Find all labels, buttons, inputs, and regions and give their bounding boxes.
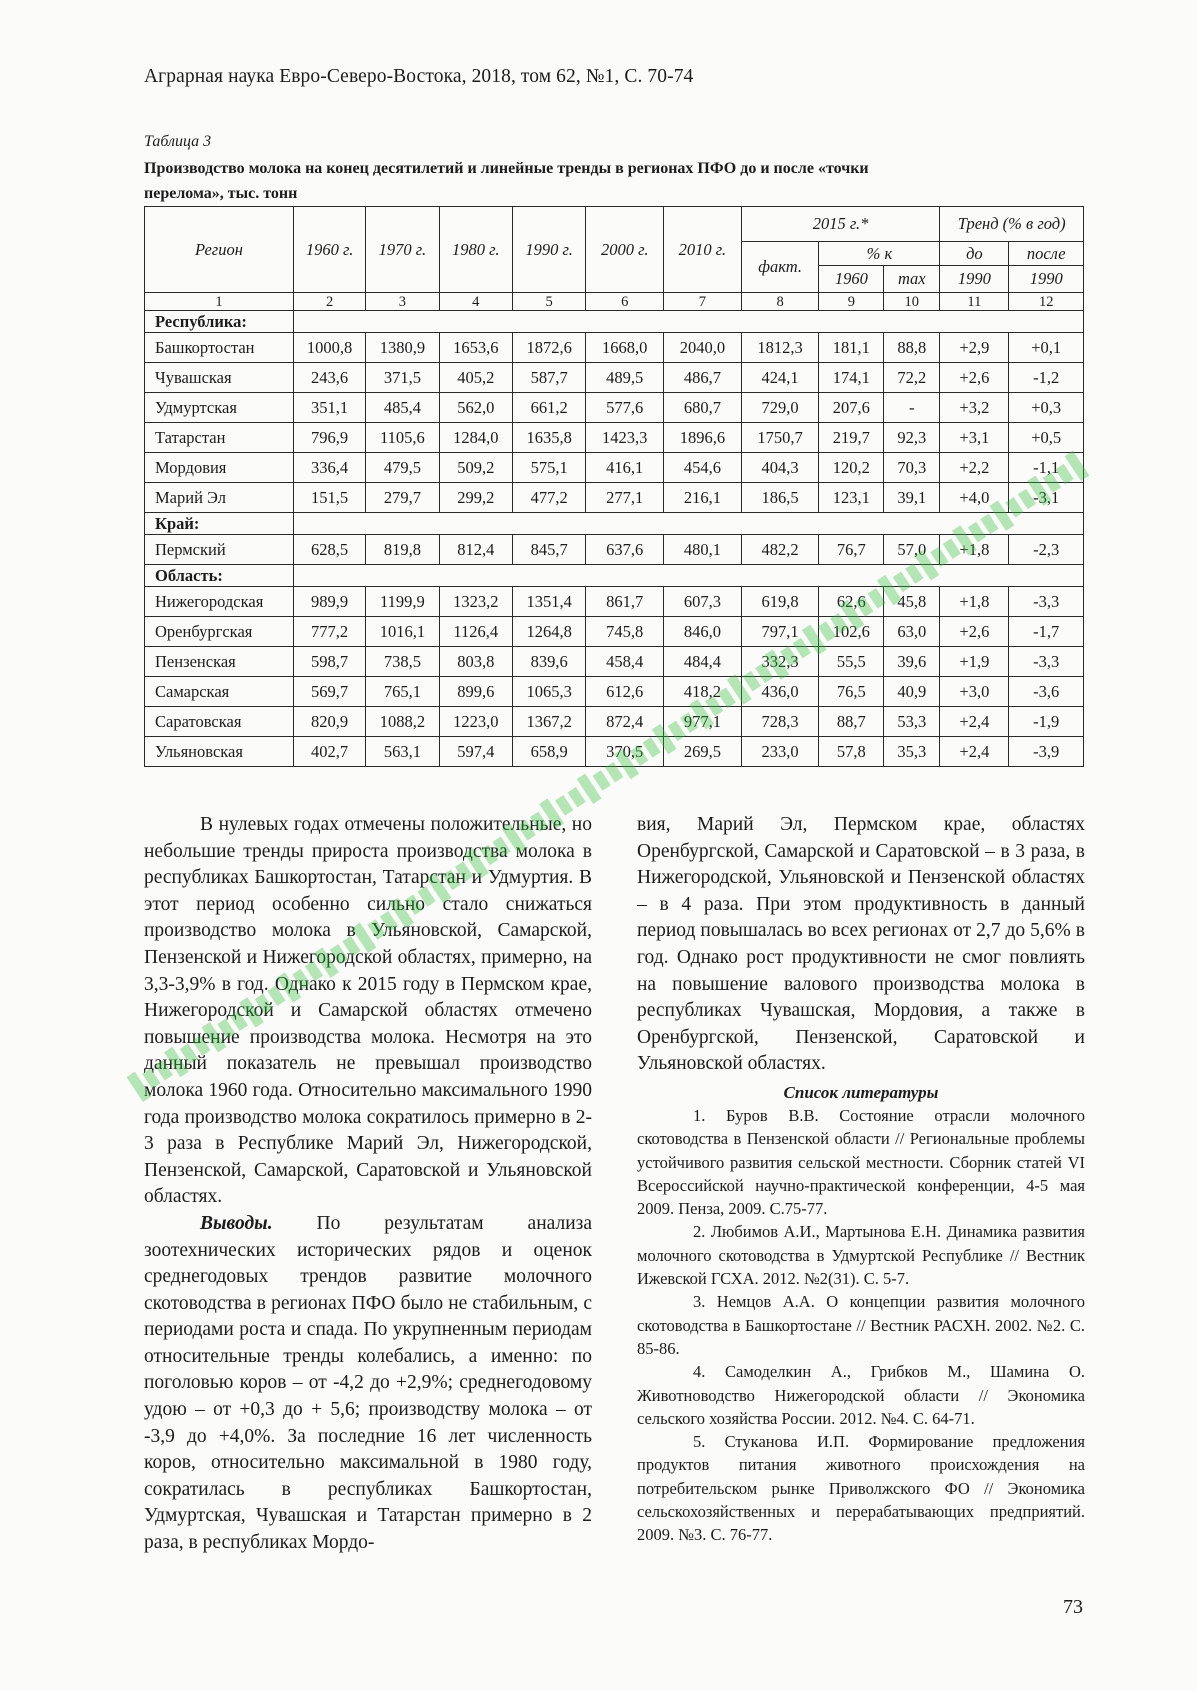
table-cell: 563,1 bbox=[366, 737, 439, 767]
reference-item: 3. Немцов А.А. О концепции развития молочного скотоводства в Башкортостане // Вестник РАСХН. 2002. №2. С. 85-86. bbox=[637, 1292, 1085, 1358]
table-cell: 1105,6 bbox=[366, 423, 439, 453]
region-name: Нижегородская bbox=[145, 587, 294, 617]
column-number: 5 bbox=[512, 293, 585, 311]
table-cell: 637,6 bbox=[586, 535, 664, 565]
table-cell: 1199,9 bbox=[366, 587, 439, 617]
table-cell: 729,0 bbox=[741, 393, 819, 423]
table-cell: +1,8 bbox=[940, 535, 1009, 565]
table-cell: 1223,0 bbox=[439, 707, 512, 737]
left-column bbox=[144, 812, 592, 1557]
table-cell: 1126,4 bbox=[439, 617, 512, 647]
table-cell: +0,3 bbox=[1009, 393, 1084, 423]
table-cell: 35,3 bbox=[884, 737, 940, 767]
reference-item: 4. Самоделкин А., Грибков М., Шамина О. Животноводство Нижегородской области // Экономика сельского хозяйства России. 2012. №4. С. 64-71. bbox=[637, 1362, 1085, 1428]
column-number: 12 bbox=[1009, 293, 1084, 311]
table-row bbox=[145, 483, 1084, 513]
table-cell: 123,1 bbox=[819, 483, 884, 513]
table-title: Производство молока на конец десятилетий и линейные тренды в регионах ПФО до и после «точки перелома», тыс. тонн bbox=[144, 160, 869, 202]
header-pct-1960: 1960 bbox=[819, 266, 884, 293]
running-head: Аграрная наука Евро-Северо-Востока, 2018, том 62, №1, С. 70-74 bbox=[144, 66, 694, 87]
table-cell: 57,0 bbox=[884, 535, 940, 565]
table-cell: 53,3 bbox=[884, 707, 940, 737]
table-cell: 233,0 bbox=[741, 737, 819, 767]
header-2010: 2010 г. bbox=[664, 207, 742, 293]
table-cell: 39,6 bbox=[884, 647, 940, 677]
table-cell: 269,5 bbox=[664, 737, 742, 767]
column-number-row bbox=[145, 293, 1084, 311]
reference-item: 1. Буров В.В. Состояние отрасли молочного скотоводства в Пензенской области // Региональные проблемы устойчивого развития сельской местности. Сборник статей VI Всероссийской научно-практической конференции, 4-5 мая 2009. Пенза, 2009. С.75-77. bbox=[637, 1105, 1085, 1219]
table-cell: 1264,8 bbox=[512, 617, 585, 647]
table-cell: +2,6 bbox=[940, 363, 1009, 393]
table-cell: 1812,3 bbox=[741, 333, 819, 363]
table-cell: +1,8 bbox=[940, 587, 1009, 617]
table-cell: 575,1 bbox=[512, 453, 585, 483]
table-cell: 612,6 bbox=[586, 677, 664, 707]
column-number: 4 bbox=[439, 293, 512, 311]
table-row bbox=[145, 707, 1084, 737]
table-cell: 1065,3 bbox=[512, 677, 585, 707]
table-cell: 745,8 bbox=[586, 617, 664, 647]
region-name: Башкортостан bbox=[145, 333, 294, 363]
table-cell: 102,6 bbox=[819, 617, 884, 647]
region-name: Ульяновская bbox=[145, 737, 294, 767]
table-cell: 486,7 bbox=[664, 363, 742, 393]
column-number: 1 bbox=[145, 293, 294, 311]
table-cell: 598,7 bbox=[293, 647, 365, 677]
table-cell: 424,1 bbox=[741, 363, 819, 393]
table-cell: 1380,9 bbox=[366, 333, 439, 363]
table-cell: 1635,8 bbox=[512, 423, 585, 453]
table-cell: 76,5 bbox=[819, 677, 884, 707]
table-cell: 63,0 bbox=[884, 617, 940, 647]
table-cell: 1284,0 bbox=[439, 423, 512, 453]
column-number: 2 bbox=[293, 293, 365, 311]
milk-production-table bbox=[144, 206, 1084, 767]
watermark-tick bbox=[568, 787, 586, 808]
table-cell: 619,8 bbox=[741, 587, 819, 617]
table-cell: 351,1 bbox=[293, 393, 365, 423]
region-name: Саратовская bbox=[145, 707, 294, 737]
table-cell: -3,6 bbox=[1009, 677, 1084, 707]
table-cell: 1750,7 bbox=[741, 423, 819, 453]
table-cell: 569,7 bbox=[293, 677, 365, 707]
table-cell: 436,0 bbox=[741, 677, 819, 707]
table-cell: 1367,2 bbox=[512, 707, 585, 737]
table-cell: 577,6 bbox=[586, 393, 664, 423]
table-cell: 989,9 bbox=[293, 587, 365, 617]
table-body bbox=[145, 293, 1084, 767]
column-number: 8 bbox=[741, 293, 819, 311]
table-cell: 872,4 bbox=[586, 707, 664, 737]
table-cell: +2,9 bbox=[940, 333, 1009, 363]
reference-item: 2. Любимов А.И., Мартынова Е.Н. Динамика развития молочного скотоводства в Удмуртской Республике // Вестник Ижевской ГСХА. 2012. №2(31). С. 5-7. bbox=[637, 1222, 1085, 1289]
group-row bbox=[145, 513, 1084, 535]
table-cell: 658,9 bbox=[512, 737, 585, 767]
column-number: 10 bbox=[884, 293, 940, 311]
table-cell: 57,8 bbox=[819, 737, 884, 767]
header-pct-max: max bbox=[884, 266, 940, 293]
group-label: Область: bbox=[145, 565, 294, 587]
table-label: Таблица 3 bbox=[144, 133, 212, 150]
table-cell: +1,9 bbox=[940, 647, 1009, 677]
table-cell: 846,0 bbox=[664, 617, 742, 647]
table-cell: -1,7 bbox=[1009, 617, 1084, 647]
table-cell: 151,5 bbox=[293, 483, 365, 513]
table-cell: 485,4 bbox=[366, 393, 439, 423]
conclusions-paragraph bbox=[144, 1211, 592, 1557]
table-cell: 820,9 bbox=[293, 707, 365, 737]
table-cell: 332,3 bbox=[741, 647, 819, 677]
column-number: 7 bbox=[664, 293, 742, 311]
table-row bbox=[145, 737, 1084, 767]
table-row bbox=[145, 363, 1084, 393]
table-cell: - bbox=[884, 393, 940, 423]
table-cell: +2,2 bbox=[940, 453, 1009, 483]
table-cell: 812,4 bbox=[439, 535, 512, 565]
header-1970: 1970 г. bbox=[366, 207, 439, 293]
table-cell: 70,3 bbox=[884, 453, 940, 483]
header-1990: 1990 г. bbox=[512, 207, 585, 293]
table-cell: 207,6 bbox=[819, 393, 884, 423]
table-cell: 186,5 bbox=[741, 483, 819, 513]
header-pct: % к bbox=[819, 242, 940, 266]
region-name: Марий Эл bbox=[145, 483, 294, 513]
group-spacer bbox=[293, 513, 1083, 535]
table-cell: 509,2 bbox=[439, 453, 512, 483]
region-name: Мордовия bbox=[145, 453, 294, 483]
table-cell: 1016,1 bbox=[366, 617, 439, 647]
table-cell: +3,1 bbox=[940, 423, 1009, 453]
table-cell: +2,4 bbox=[940, 707, 1009, 737]
region-name: Удмуртская bbox=[145, 393, 294, 423]
table-cell: 62,6 bbox=[819, 587, 884, 617]
group-spacer bbox=[293, 311, 1083, 333]
table-cell: 219,7 bbox=[819, 423, 884, 453]
table-cell: 120,2 bbox=[819, 453, 884, 483]
header-after-1990: 1990 bbox=[1009, 266, 1084, 293]
references-list bbox=[637, 1104, 1085, 1547]
table-cell: 88,8 bbox=[884, 333, 940, 363]
table-cell: 1423,3 bbox=[586, 423, 664, 453]
table-cell: 661,2 bbox=[512, 393, 585, 423]
table-cell: 39,1 bbox=[884, 483, 940, 513]
table-cell: 299,2 bbox=[439, 483, 512, 513]
table-cell: 243,6 bbox=[293, 363, 365, 393]
body-paragraph: В нулевых годах отмечены положительные, но небольшие тренды прироста производства молока в республиках Башкортостан, Татарстан и Удмуртия. В этот период особенно сильно стало снижаться производство молока в Ульяновской, Самарской, Пензенской и Нижегородской областях, примерно, на 3,3-3,9% в год. Однако к 2015 году в Пермском крае, Нижегородской и Самарской областях отмечено повышение производства молока. Несмотря на это данный показатель не превышал производство молока 1960 года. Относительно максимального 1990 года производство молока сократилось примерно в 2-3 раза в Республике Марий Эл, Нижегородской, Пензенской, Самарской, Саратовской и Ульяновской областях. bbox=[144, 814, 592, 1208]
table-cell: 738,5 bbox=[366, 647, 439, 677]
conclusions-lead: Выводы. bbox=[200, 1212, 273, 1234]
table-cell: 458,4 bbox=[586, 647, 664, 677]
table-cell: 279,7 bbox=[366, 483, 439, 513]
group-label: Край: bbox=[145, 513, 294, 535]
region-name: Татарстан bbox=[145, 423, 294, 453]
table-cell: 40,9 bbox=[884, 677, 940, 707]
table-cell: +3,2 bbox=[940, 393, 1009, 423]
table-cell: 402,7 bbox=[293, 737, 365, 767]
header-trend: Тренд (% в год) bbox=[940, 207, 1084, 242]
table-cell: 977,1 bbox=[664, 707, 742, 737]
table-cell: 405,2 bbox=[439, 363, 512, 393]
region-name: Пермский bbox=[145, 535, 294, 565]
header-before-1990: 1990 bbox=[940, 266, 1009, 293]
table-cell: 839,6 bbox=[512, 647, 585, 677]
table-cell: 819,8 bbox=[366, 535, 439, 565]
table-cell: 45,8 bbox=[884, 587, 940, 617]
table-cell: 277,1 bbox=[586, 483, 664, 513]
table-cell: 587,7 bbox=[512, 363, 585, 393]
watermark-tick bbox=[577, 774, 602, 805]
header-2015: 2015 г.* bbox=[741, 207, 940, 242]
watermark-tick bbox=[593, 770, 611, 791]
table-cell: -1,2 bbox=[1009, 363, 1084, 393]
table-cell: 479,5 bbox=[366, 453, 439, 483]
column-number: 3 bbox=[366, 293, 439, 311]
table-cell: 371,5 bbox=[366, 363, 439, 393]
table-cell: -3,3 bbox=[1009, 587, 1084, 617]
table-row bbox=[145, 617, 1084, 647]
table-cell: 1323,2 bbox=[439, 587, 512, 617]
header-before: до bbox=[940, 242, 1009, 266]
table-cell: 680,7 bbox=[664, 393, 742, 423]
body-paragraph-continued: вия, Марий Эл, Пермском крае, областях Оренбургской, Самарской и Саратовской – в 3 раза, в Нижегородской, Ульяновской и Пензенской областях – в 4 раза. При этом продуктивность в данный период повышалась во всех регионах от 2,7 до 5,6% в год. Однако рост продуктивности не смог повлиять на повышение валового производства молока в республиках Чувашская, Мордовия, а также в Оренбургской, Пензенской, Саратовской и Ульяновской областях. bbox=[637, 814, 1085, 1075]
table-cell: +4,0 bbox=[940, 483, 1009, 513]
table-cell: 1000,8 bbox=[293, 333, 365, 363]
table-cell: 418,2 bbox=[664, 677, 742, 707]
table-cell: 1088,2 bbox=[366, 707, 439, 737]
table-cell: 489,5 bbox=[586, 363, 664, 393]
header-1960: 1960 г. bbox=[293, 207, 365, 293]
reference-item: 5. Стуканова И.П. Формирование предложения продуктов питания животного происхождения на потребительском рынке Приволжского ФО // Экономика сельскохозяйственных и перерабатывающих предприятий. 2009. №3. С. 76-77. bbox=[637, 1432, 1085, 1545]
column-number: 9 bbox=[819, 293, 884, 311]
table-cell: -3,9 bbox=[1009, 737, 1084, 767]
table-cell: 1668,0 bbox=[586, 333, 664, 363]
table-cell: 628,5 bbox=[293, 535, 365, 565]
table-cell: +0,1 bbox=[1009, 333, 1084, 363]
table-cell: 55,5 bbox=[819, 647, 884, 677]
table-cell: 416,1 bbox=[586, 453, 664, 483]
table-cell: 216,1 bbox=[664, 483, 742, 513]
table-cell: 899,6 bbox=[439, 677, 512, 707]
table-cell: 796,9 bbox=[293, 423, 365, 453]
right-column bbox=[637, 812, 1085, 1547]
table-row bbox=[145, 393, 1084, 423]
table-cell: 803,8 bbox=[439, 647, 512, 677]
region-name: Чувашская bbox=[145, 363, 294, 393]
group-spacer bbox=[293, 565, 1083, 587]
table-cell: -1,9 bbox=[1009, 707, 1084, 737]
region-name: Пензенская bbox=[145, 647, 294, 677]
table-cell: 728,3 bbox=[741, 707, 819, 737]
column-number: 6 bbox=[586, 293, 664, 311]
column-number: 11 bbox=[940, 293, 1009, 311]
table-cell: 1653,6 bbox=[439, 333, 512, 363]
region-name: Оренбургская bbox=[145, 617, 294, 647]
table-cell: 92,3 bbox=[884, 423, 940, 453]
group-row bbox=[145, 565, 1084, 587]
table-cell: 454,6 bbox=[664, 453, 742, 483]
header-2000: 2000 г. bbox=[586, 207, 664, 293]
table-row bbox=[145, 587, 1084, 617]
table-cell: 1872,6 bbox=[512, 333, 585, 363]
table-row bbox=[145, 535, 1084, 565]
table-cell: -3,1 bbox=[1009, 483, 1084, 513]
table-cell: 88,7 bbox=[819, 707, 884, 737]
group-row bbox=[145, 311, 1084, 333]
table-cell: -2,3 bbox=[1009, 535, 1084, 565]
table-cell: 404,3 bbox=[741, 453, 819, 483]
table-cell: +2,4 bbox=[940, 737, 1009, 767]
table-cell: 174,1 bbox=[819, 363, 884, 393]
table-cell: -3,3 bbox=[1009, 647, 1084, 677]
table-row bbox=[145, 333, 1084, 363]
header-fact: факт. bbox=[741, 242, 819, 293]
table-cell: 370,5 bbox=[586, 737, 664, 767]
table-cell: 562,0 bbox=[439, 393, 512, 423]
header-after: после bbox=[1009, 242, 1084, 266]
conclusions-text: По результатам анализа зоотехнических исторических рядов и оценок среднегодовых трендов развитие молочного скотоводства в регионах ПФО было не стабильным, с периодами роста и спада. По укрупненным периодам относительные тренды колебались, а именно: по поголовью коров – от -4,2 до +2,9%; среднегодовому удою – от +0,3 до + 5,6; производству молока – от -3,9 до +4,0%. За последние 16 лет численность коров, относительно максимальной в 1980 году, сократилась в республиках Башкортостан, Удмуртская, Чувашская и Татарстан примерно в 2 раза, в республиках Мордо- bbox=[144, 1212, 592, 1554]
table-cell: 797,1 bbox=[741, 617, 819, 647]
table-cell: 765,1 bbox=[366, 677, 439, 707]
header-region: Регион bbox=[145, 207, 294, 293]
table-row bbox=[145, 453, 1084, 483]
table-cell: 72,2 bbox=[884, 363, 940, 393]
header-1980: 1980 г. bbox=[439, 207, 512, 293]
table-cell: 477,2 bbox=[512, 483, 585, 513]
table-cell: 1896,6 bbox=[664, 423, 742, 453]
table-cell: 597,4 bbox=[439, 737, 512, 767]
table-row bbox=[145, 647, 1084, 677]
table-cell: 484,4 bbox=[664, 647, 742, 677]
table-cell: -1,1 bbox=[1009, 453, 1084, 483]
table-cell: 76,7 bbox=[819, 535, 884, 565]
region-name: Самарская bbox=[145, 677, 294, 707]
table-cell: +3,0 bbox=[940, 677, 1009, 707]
table-row bbox=[145, 423, 1084, 453]
table-cell: 861,7 bbox=[586, 587, 664, 617]
table-cell: 480,1 bbox=[664, 535, 742, 565]
table-cell: +0,5 bbox=[1009, 423, 1084, 453]
table-row bbox=[145, 677, 1084, 707]
table-cell: 845,7 bbox=[512, 535, 585, 565]
table-cell: 482,2 bbox=[741, 535, 819, 565]
table-cell: 181,1 bbox=[819, 333, 884, 363]
page-number: 73 bbox=[1063, 1596, 1083, 1618]
table-cell: 777,2 bbox=[293, 617, 365, 647]
references-title: Список литературы bbox=[783, 1082, 939, 1102]
table-cell: 1351,4 bbox=[512, 587, 585, 617]
table-cell: 336,4 bbox=[293, 453, 365, 483]
table-cell: 607,3 bbox=[664, 587, 742, 617]
table-cell: +2,6 bbox=[940, 617, 1009, 647]
table-cell: 2040,0 bbox=[664, 333, 742, 363]
group-label: Республика: bbox=[145, 311, 294, 333]
